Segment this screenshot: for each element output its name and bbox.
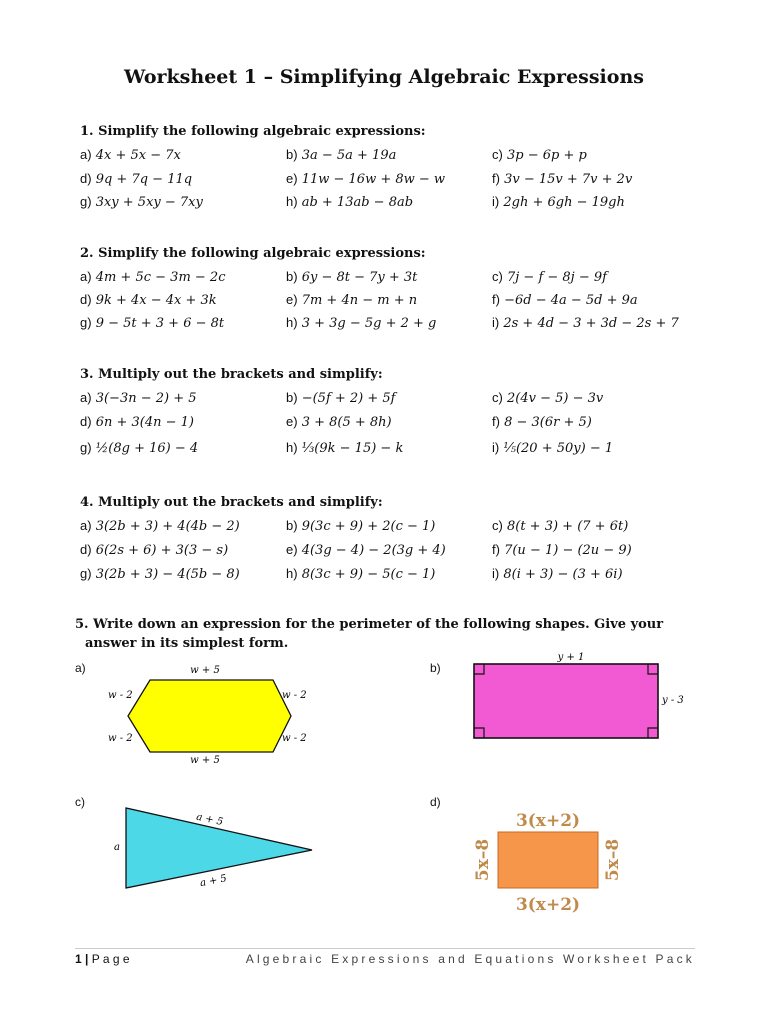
hexagon-bottom-label: w + 5: [190, 755, 220, 766]
triangle-left-label: a: [114, 842, 120, 853]
question-item: b) 9(3c + 9) + 2(c − 1): [286, 518, 436, 534]
rectangle-shape: [474, 664, 658, 738]
question-item: d) 6n + 3(4n − 1): [80, 414, 194, 430]
question-item: e) 7m + 4n − m + n: [286, 292, 418, 308]
triangle-lower-label: a + 5: [199, 873, 228, 890]
hexagon-left-upper-label: w - 2: [108, 690, 133, 701]
question-item: f) −6d − 4a − 5d + 9a: [492, 292, 638, 308]
question-item: g) 3(2b + 3) − 4(5b − 8): [80, 566, 240, 582]
question-item: d) 6(2s + 6) + 3(3 − s): [80, 542, 229, 558]
hexagon-top-label: w + 5: [190, 665, 220, 676]
hexagon-shape: [128, 680, 291, 752]
rectangle-right-label: y - 3: [662, 695, 684, 706]
question-item: f) 7(u − 1) − (2u − 9): [492, 542, 632, 558]
question-item: i) 8(i + 3) − (3 + 6i): [492, 566, 623, 582]
question-item: h) 8(3c + 9) − 5(c − 1): [286, 566, 436, 582]
question-item: h) 3 + 3g − 5g + 2 + g: [286, 315, 437, 331]
shape-b-label: b): [430, 661, 441, 675]
hexagon-left-lower-label: w - 2: [108, 733, 133, 744]
triangle-upper-label: a + 5: [195, 811, 224, 829]
question-item: c) 7j − f − 8j − 9f: [492, 269, 607, 285]
question-item: g) 9 − 5t + 3 + 6 − 8t: [80, 315, 225, 331]
question-item: d) 9q + 7q − 11q: [80, 171, 193, 187]
section-5-line-1: 5. Write down an expression for the perimeter of the following shapes. Give your: [75, 617, 664, 632]
question-item: e) 4(3g − 4) − 2(3g + 4): [286, 542, 446, 558]
question-item: i) 2gh + 6gh − 19gh: [492, 194, 625, 210]
question-item: c) 2(4v − 5) − 3v: [492, 390, 604, 406]
section-5-line-2: answer in its simplest form.: [85, 636, 289, 651]
question-item: d) 9k + 4x − 4x + 3k: [80, 292, 217, 308]
question-item: b) 3a − 5a + 19a: [286, 147, 397, 163]
question-item: a) 4x + 5x − 7x: [80, 147, 181, 163]
question-item: e) 3 + 8(5 + 8h): [286, 414, 392, 430]
question-item: a) 4m + 5c − 3m − 2c: [80, 269, 226, 285]
section-1-heading: 1. Simplify the following algebraic expressions:: [80, 124, 426, 139]
question-item: i) ⅕(20 + 50y) − 1: [492, 440, 614, 456]
question-item: c) 8(t + 3) + (7 + 6t): [492, 518, 629, 534]
shape-c-label: c): [75, 795, 85, 809]
rectangle-top-label: y + 1: [557, 652, 585, 663]
hexagon-right-upper-label: w - 2: [282, 690, 307, 701]
section-4-heading: 4. Multiply out the brackets and simplify:: [80, 495, 383, 510]
orange-rectangle-top-label: 3(x+2): [515, 811, 581, 831]
shape-d-label: d): [430, 795, 441, 809]
question-item: b) 6y − 8t − 7y + 3t: [286, 269, 418, 285]
section-2-heading: 2. Simplify the following algebraic expressions:: [80, 246, 426, 261]
question-item: f) 8 − 3(6r + 5): [492, 414, 592, 430]
orange-rectangle-right-label: 5x–8: [603, 838, 623, 882]
orange-rectangle-left-label: 5x–8: [473, 838, 493, 882]
question-item: h) ab + 13ab − 8ab: [286, 194, 414, 210]
question-item: a) 3(−3n − 2) + 5: [80, 390, 197, 406]
footer-pack-title: Algebraic Expressions and Equations Worksheet Pack: [245, 952, 695, 966]
question-item: g) ½(8g + 16) − 4: [80, 440, 199, 456]
question-item: f) 3v − 15v + 7v + 2v: [492, 171, 633, 187]
hexagon-right-lower-label: w - 2: [282, 733, 307, 744]
question-item: g) 3xy + 5xy − 7xy: [80, 194, 203, 210]
question-item: h) ⅓(9k − 15) − k: [286, 440, 404, 456]
question-item: c) 3p − 6p + p: [492, 147, 587, 163]
page-number: 1 | P a g e: [75, 952, 130, 966]
question-item: b) −(5f + 2) + 5f: [286, 390, 396, 406]
orange-rectangle-shape: [498, 832, 598, 888]
worksheet-title: Worksheet 1 – Simplifying Algebraic Expressions: [124, 66, 644, 88]
section-3-heading: 3. Multiply out the brackets and simplify:: [80, 367, 383, 382]
question-item: a) 3(2b + 3) + 4(4b − 2): [80, 518, 240, 534]
question-item: e) 11w − 16w + 8w − w: [286, 171, 446, 187]
shape-a-label: a): [75, 661, 86, 675]
orange-rectangle-bottom-label: 3(x+2): [515, 895, 581, 915]
page-footer: [75, 948, 695, 968]
question-item: i) 2s + 4d − 3 + 3d − 2s + 7: [492, 315, 679, 331]
